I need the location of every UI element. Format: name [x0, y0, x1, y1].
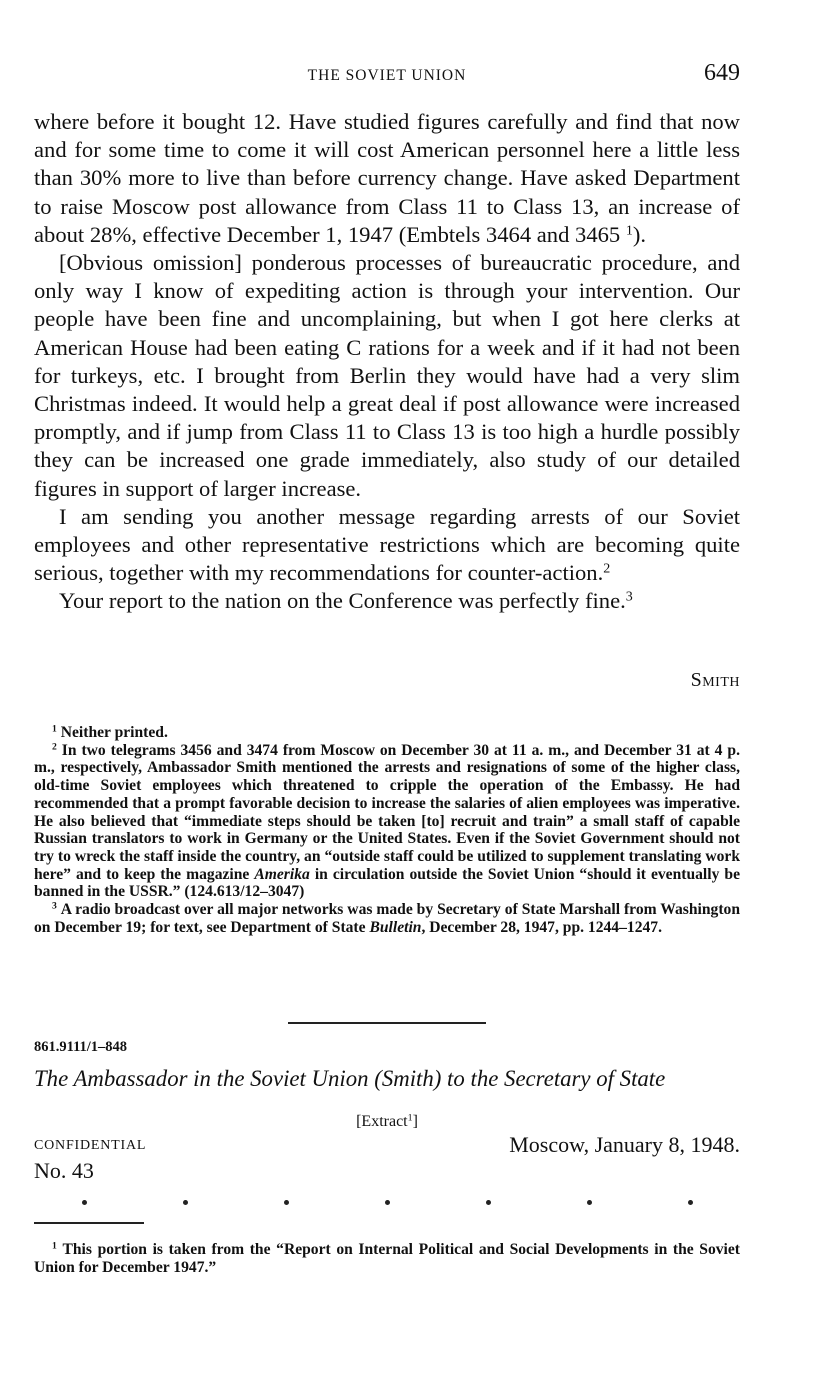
footnote-mark: 2	[52, 741, 57, 753]
footnote-ref: 3	[625, 589, 633, 605]
classification: CONFIDENTIAL	[34, 1138, 147, 1153]
omission-dot	[183, 1200, 188, 1205]
file-number: 861.9111/1–848	[34, 1039, 128, 1055]
footnote-italic: Amerika	[254, 865, 310, 883]
paragraph-text: where before it bought 12. Have studied figures carefully and find that now and for some time to come it will cost American personnel here a little less than 30% more to live than before currency change. Have asked Department to raise Moscow post allowance from Class 11 to Class 13, an increase of about 28%, effective December 1, 1947 (Embtels 3464 and 3465	[34, 109, 740, 247]
footnote-italic: Bulletin	[369, 918, 422, 936]
section-divider	[288, 1022, 486, 1024]
footnote-mark: 1	[52, 723, 57, 735]
extract-close: ]	[412, 1113, 418, 1130]
footnote-mark: 3	[52, 900, 57, 912]
telegram-body	[34, 108, 740, 616]
omission-dot	[385, 1200, 390, 1205]
running-head	[34, 60, 740, 94]
omission-dots	[34, 1200, 740, 1210]
paragraph-text-end: ).	[632, 221, 647, 247]
footnote-text-cont: , December 28, 1947, pp. 1244–1247.	[421, 918, 662, 936]
document-title: The Ambassador in the Soviet Union (Smith) to the Secretary of State	[34, 1066, 666, 1091]
body-paragraph-1	[34, 108, 740, 249]
omission-dot	[688, 1200, 693, 1205]
footnote-extract	[34, 1241, 740, 1276]
omission-dot	[82, 1200, 87, 1205]
paragraph-text: Your report to the nation on the Conference was perfectly fine.	[59, 588, 626, 614]
footnote-ref: 2	[603, 561, 611, 577]
footnote-2	[34, 742, 740, 901]
omission-dot	[284, 1200, 289, 1205]
footnote-divider	[34, 1222, 144, 1224]
document-number: No. 43	[34, 1158, 94, 1183]
bottom-footnote	[34, 1241, 740, 1276]
signature: Smith	[690, 669, 740, 691]
place-date: Moscow, January 8, 1948.	[509, 1132, 740, 1157]
footnote-text: A radio broadcast over all major networks was made by Secretary of State Marshall from Washington on December 19; for text, see Department of State	[34, 901, 740, 936]
extract-label	[34, 1113, 740, 1131]
footnote-text-cont: in circulation outside the Soviet Union “should it eventually be banned in the USSR.” (124.613/12–3047)	[34, 865, 740, 901]
document-page	[34, 0, 740, 1380]
body-paragraph-4	[34, 587, 740, 615]
footnote-text: In two telegrams 3456 and 3474 from Moscow on December 30 at 11 a. m., and December 31 at 4 p. m., respectively, Ambassador Smith mentioned the arrests and resignations of some of the higher class, old-time Soviet employees which threatened to cripple the operation of the Embassy. He had recommended that a prompt favorable decision to increase the salaries of alien employees was imperative. He also believed that “immediate steps should be taken [to] recruit and train” a small staff of capable Russian translators to work in Germany or the United States. Even if the Soviet Government should not try to wreck the staff inside the country, an “outside staff could be utilized to supplement translating work here” and to keep the magazine	[34, 741, 740, 883]
footnote-ref: 1	[407, 1112, 413, 1124]
omission-dot	[486, 1200, 491, 1205]
page-number: 649	[704, 60, 740, 86]
footnote-3	[34, 901, 740, 936]
running-title: THE SOVIET UNION	[307, 67, 467, 84]
extract-text: [Extract	[356, 1113, 408, 1130]
footnote-1	[34, 724, 740, 742]
body-paragraph-3	[34, 503, 740, 588]
footnote-ref: 1	[625, 223, 633, 239]
omission-dot	[587, 1200, 592, 1205]
footnote-text: This portion is taken from the “Report on Internal Political and Social Developments in the Soviet Union for December 1947.”	[34, 1241, 740, 1276]
footnotes	[34, 724, 740, 936]
body-paragraph-2: [Obvious omission] ponderous processes of bureaucratic procedure, and only way I know of expediting action is through your intervention. Our people have been fine and uncomplaining, but when I got here clerks at American House had been eating C rations for a week and if it had not been for turkeys, etc. I brought from Berlin they would have had a very slim Christmas indeed. It would help a great deal if post allowance were increased promptly, and if jump from Class 11 to Class 13 is too high a hurdle possibly they can be increased one grade immediately, also study of our detailed figures in support of larger increase.	[34, 250, 740, 501]
footnote-text: Neither printed.	[60, 724, 168, 741]
footnote-mark: 1	[52, 1240, 57, 1252]
paragraph-text: I am sending you another message regarding arrests of our Soviet employees and other representative restrictions which are becoming quite serious, together with my recommendations for counter-action.	[34, 503, 740, 586]
